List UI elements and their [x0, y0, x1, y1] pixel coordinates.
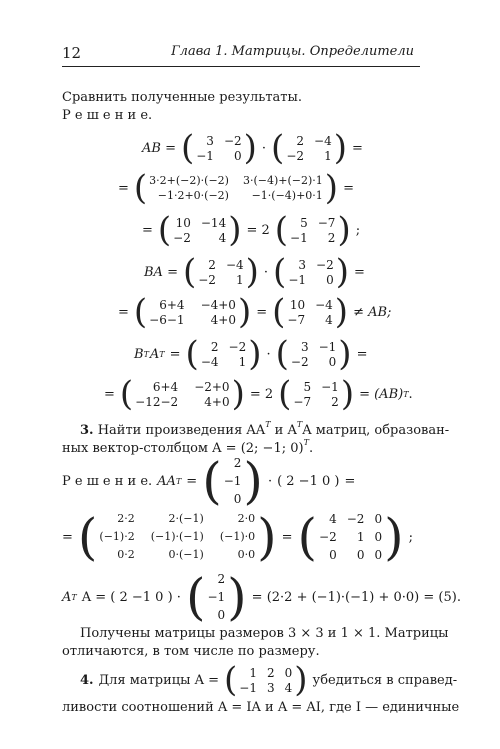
semicolon: ; — [408, 529, 413, 545]
task4-line1 — [80, 660, 462, 700]
task3-line1 — [80, 420, 449, 438]
ab-lhs: AB = — [142, 140, 176, 156]
sup-t: T — [143, 349, 149, 359]
matrix-cell: 4 — [329, 512, 337, 526]
sup-t: T — [296, 420, 303, 429]
matrix-cell: (−1)·(−1) — [150, 530, 204, 543]
ab-equation — [142, 128, 368, 168]
matrix-cell: −1 — [239, 680, 257, 695]
matrix-cell: 0 — [374, 548, 383, 562]
matrix-ba-result: ( 10 −4 −7 4 ) — [272, 292, 349, 332]
summary-line2: отличаются, в том числе по размеру. — [62, 644, 320, 659]
matrix-cell: 2·(−1) — [168, 512, 204, 525]
matrix-cell: −2 — [228, 339, 247, 354]
task3-text-2: ных вектор-столбцом A = (2; −1; 0) — [62, 441, 304, 456]
task4-line2: ливости соотношений A = IA и A = AI, где I — единичные — [62, 700, 460, 715]
matrix-cell: −7 — [293, 394, 312, 409]
matrix-cell: −1 — [321, 379, 339, 394]
matrix-cell: 6+4 — [152, 379, 179, 394]
matrix-aat-result: ( 4 −2 0 −2 1 0 0 0 0 ) — [297, 508, 404, 566]
equals: = — [344, 473, 356, 489]
matrix-cell: 2 — [208, 257, 216, 272]
matrix-cell: 2 — [210, 339, 219, 354]
matrix-cell: 0 — [356, 548, 365, 562]
equals: = — [186, 473, 198, 489]
matrix-ba-m2: ( 3 −2 −1 0 ) — [273, 252, 349, 292]
equals-two: = 2 — [246, 222, 270, 238]
matrix-cell: −2 — [173, 230, 191, 245]
ab-step2 — [142, 210, 365, 250]
matrix-task4: ( 1 2 0 −1 3 4 ) — [224, 660, 308, 700]
matrix-btat-result: ( 5 −1 −7 2 ) — [278, 374, 355, 414]
matrix-cell: 6+4 — [159, 297, 185, 312]
matrix-cell: 4+0 — [204, 394, 230, 409]
sup-t: T — [303, 438, 309, 447]
matrix-cell: (−1)·0 — [219, 530, 256, 543]
matrix-cell: 2·2 — [117, 512, 135, 525]
matrix-ba-m1: ( 2 −4 −2 1 ) — [182, 252, 259, 292]
equals: = — [353, 264, 365, 280]
task4-text-b: убедиться в справед- — [312, 672, 458, 688]
matrix-cell: 1 — [324, 148, 332, 163]
matrix-cell: 3 — [298, 257, 307, 272]
solution-label: Р е ш е н и е. — [62, 473, 153, 489]
matrix-cell: −2+0 — [194, 379, 230, 394]
column-vector: ( 2 −1 0 ) — [202, 452, 263, 510]
equals: = — [104, 386, 115, 402]
matrix-cell: 0·(−1) — [168, 548, 204, 561]
matrix-cell: 2 — [217, 572, 226, 586]
equals: = — [343, 180, 354, 196]
matrix-cell: −4+0 — [200, 297, 236, 312]
matrix-cell: 3 — [267, 680, 275, 695]
equals: = — [351, 140, 363, 156]
matrix-ba-expanded: ( 6+4 −4+0 −6−1 4+0 ) — [133, 292, 252, 332]
period: . — [308, 441, 314, 456]
btat-step1 — [104, 374, 418, 414]
equals: = — [169, 346, 181, 362]
equals: = — [256, 304, 268, 320]
sup-t: T — [403, 389, 409, 399]
aat-result — [62, 508, 418, 566]
matrix-cell: 3 — [206, 133, 214, 148]
equals: = — [281, 529, 293, 545]
matrix-cell: −4 — [225, 257, 244, 272]
btat-equation — [134, 334, 372, 374]
matrix-cell: 10 — [175, 215, 191, 230]
matrix-cell: −7 — [287, 312, 306, 327]
not-equal-ab: ≠ AB; — [353, 304, 392, 320]
matrix-cell: −2 — [319, 530, 337, 544]
matrix-cell: 2 — [296, 133, 305, 148]
matrix-cell: 4+0 — [210, 312, 236, 327]
matrix-cell: −4 — [315, 297, 333, 312]
matrix-cell: 0 — [326, 272, 334, 287]
matrix-cell: −2 — [316, 257, 334, 272]
ata-middle: A = ( 2 −1 0 ) · — [81, 589, 181, 605]
column-vector: ( 2 −1 0 ) — [185, 568, 247, 626]
matrix-ab-m1: ( 3 −2 −1 0 ) — [180, 128, 257, 168]
a: A — [62, 589, 72, 605]
aa: AA — [157, 473, 176, 489]
matrix-cell: (−1)·2 — [99, 530, 135, 543]
matrix-cell: −1·(−4)+0·1 — [251, 188, 323, 202]
matrix-cell: 0·2 — [117, 548, 135, 561]
task4-text: Для матрицы A = — [98, 672, 220, 688]
b: B — [134, 346, 144, 362]
matrix-aat-expanded: ( 2·2 2·(−1) 2·0 (−1)·2 (−1)·(−1) (−1)·0 0·2 0·(−1) 0·0 ) — [77, 508, 277, 566]
dot-operator: · — [267, 473, 273, 489]
matrix-cell: −1 — [288, 272, 307, 287]
matrix-cell: 2·0 — [237, 512, 256, 525]
matrix-cell: 2 — [327, 230, 336, 245]
matrix-cell: 0 — [374, 530, 383, 544]
ab-paren: = (AB) — [359, 386, 404, 402]
matrix-cell: −1 — [290, 230, 308, 245]
matrix-cell: −7 — [317, 215, 336, 230]
matrix-cell: −1·2+0·(−2) — [157, 188, 229, 202]
matrix-cell: 0 — [284, 665, 293, 680]
dot-operator: · — [261, 140, 267, 156]
matrix-cell: 2 — [267, 665, 275, 680]
matrix-cell: 3·(−4)+(−2)·1 — [242, 173, 323, 187]
matrix-cell: 0 — [329, 548, 337, 562]
compare-text: Сравнить полученные результаты. — [62, 90, 302, 105]
matrix-cell: 0 — [328, 354, 337, 369]
semicolon: ; — [355, 222, 361, 238]
matrix-cell: 2 — [331, 394, 339, 409]
sup-t: T — [175, 476, 182, 486]
summary-line1: Получены матрицы размеров 3 × 3 и 1 × 1. Матрицы — [80, 626, 449, 641]
a: A — [149, 346, 160, 362]
matrix-cell: −2 — [286, 148, 305, 163]
page-number: 12 — [62, 44, 82, 62]
equals: = — [118, 180, 129, 196]
matrix-ab-m2: ( 2 −4 −2 1 ) — [271, 128, 347, 168]
equals-two: = 2 — [249, 386, 274, 402]
equals: = — [118, 304, 129, 320]
matrix-cell: −1 — [318, 339, 337, 354]
matrix-cell: −1 — [223, 474, 242, 488]
matrix-cell: 4 — [218, 230, 227, 245]
matrix-bt: ( 2 −2 −4 1 ) — [185, 334, 262, 374]
matrix-cell: −6−1 — [149, 312, 185, 327]
matrix-btat-expanded: ( 6+4 −2+0 −12−2 4+0 ) — [119, 374, 245, 414]
matrix-cell: 0 — [217, 608, 226, 622]
matrix-cell: 5 — [300, 215, 308, 230]
period: . — [408, 386, 413, 402]
matrix-cell: −2 — [198, 272, 216, 287]
row-vector: ( 2 −1 0 ) — [277, 473, 340, 489]
matrix-cell: 4 — [284, 680, 293, 695]
matrix-cell: −14 — [200, 215, 227, 230]
matrix-cell: 4 — [325, 312, 333, 327]
matrix-cell: −1 — [196, 148, 214, 163]
matrix-cell: −2 — [290, 354, 309, 369]
matrix-cell: −12−2 — [135, 394, 179, 409]
matrix-cell: 1 — [356, 530, 365, 544]
matrix-cell: 2 — [233, 456, 242, 470]
equals: = — [142, 222, 153, 238]
matrix-ab-expanded: ( 3·2+(−2)·(−2) 3·(−4)+(−2)·1 −1·2+0·(−2) −1·(−4)+0·1 ) — [133, 168, 339, 208]
solution-label: Р е ш е н и е. — [62, 108, 153, 123]
matrix-at: ( 3 −1 −2 0 ) — [275, 334, 352, 374]
matrix-cell: 1 — [238, 354, 247, 369]
sup-t: T — [71, 592, 77, 602]
matrix-cell: 0·0 — [237, 548, 256, 561]
task3-text-b: и A — [270, 423, 297, 438]
ba-lhs: BA = — [144, 264, 178, 280]
header-rule — [62, 66, 420, 67]
sup-t: T — [159, 349, 165, 359]
matrix-ab-result: ( 10 −14 −2 4 ) — [157, 210, 242, 250]
matrix-cell: 1 — [249, 665, 257, 680]
matrix-cell: −4 — [200, 354, 219, 369]
matrix-cell: −2 — [346, 512, 365, 526]
matrix-cell: 0 — [233, 492, 242, 506]
matrix-cell: 1 — [236, 272, 244, 287]
matrix-cell: 10 — [289, 297, 306, 312]
ba-equation — [144, 252, 370, 292]
matrix-cell: 3 — [300, 339, 309, 354]
matrix-cell: 0 — [234, 148, 242, 163]
matrix-cell: 5 — [303, 379, 312, 394]
matrix-cell: −2 — [223, 133, 242, 148]
task3-text-c: A матриц, образован- — [302, 423, 450, 438]
dot-operator: · — [266, 346, 271, 362]
task3-text: Найти произведения AA — [97, 423, 266, 438]
equals: = — [62, 529, 73, 545]
sup-t: T — [265, 420, 271, 429]
matrix-cell: 3·2+(−2)·(−2) — [149, 173, 229, 187]
task-number: 3. — [80, 423, 94, 438]
matrix-cell: −4 — [314, 133, 332, 148]
running-head-title: Глава 1. Матрицы. Определители — [171, 44, 414, 59]
aat-equation — [62, 452, 360, 510]
ab-step1 — [118, 168, 359, 208]
matrix-cell: 0 — [374, 512, 383, 526]
task-number: 4. — [80, 672, 94, 688]
ata-equation — [62, 568, 466, 626]
equals: = — [356, 346, 368, 362]
ata-result: = (2·2 + (−1)·(−1) + 0·0) = (5). — [251, 589, 461, 605]
matrix-ab-result-scaled: ( 5 −7 −1 2 ) — [274, 210, 351, 250]
dot-operator: · — [263, 264, 269, 280]
ba-step1 — [118, 292, 396, 332]
matrix-cell: −1 — [207, 590, 226, 604]
